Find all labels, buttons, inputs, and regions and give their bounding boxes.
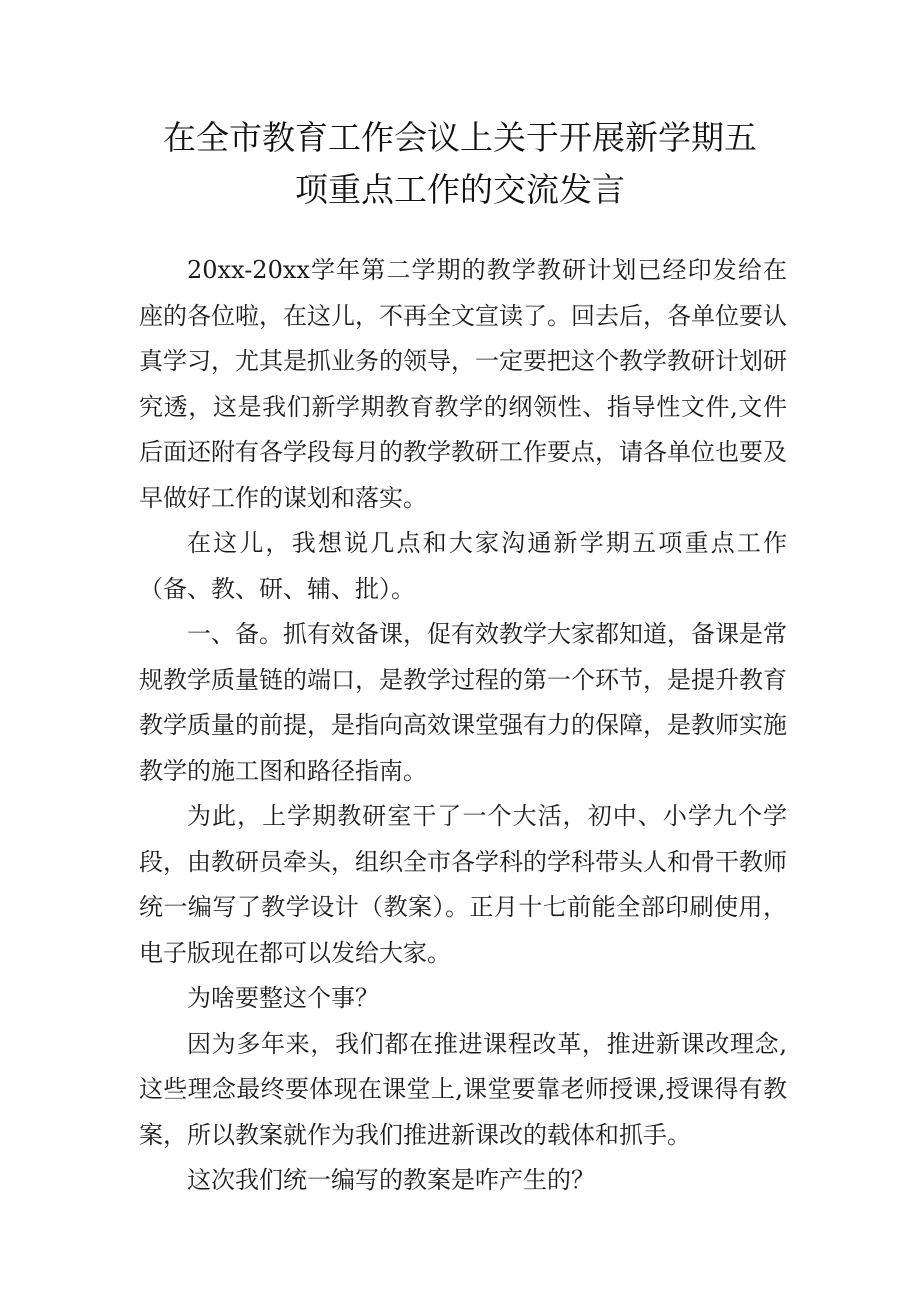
document-title-line-2: 项重点工作的交流发言 <box>295 170 625 209</box>
document-title <box>0 112 920 216</box>
document-body <box>139 248 787 1204</box>
paragraph: 在这儿，我想说几点和大家沟通新学期五项重点工作（备、教、研、辅、批）。 <box>139 529 787 603</box>
document-title-line-1: 在全市教育工作会议上关于开展新学期五 <box>163 118 757 157</box>
paragraph: 20xx-20xx学年第二学期的教学教研计划已经印发给在座的各位啦，在这儿，不再全文宣读了。回去后，各单位要认真学习，尤其是抓业务的领导，一定要把这个教学教研计划研究透，这是我们新学期教育教学的纲领性、指导性文件,文件后面还附有各学段每月的教学教研工作要点，请各单位也要及早做好工作的谋划和落实。 <box>139 256 787 512</box>
paragraph: 因为多年来，我们都在推进课程改革，推进新课改理念,这些理念最终要体现在课堂上,课堂要靠老师授课,授课得有教案，所以教案就作为我们推进新课改的载体和抓手。 <box>139 1029 787 1149</box>
paragraph: 为此，上学期教研室干了一个大活，初中、小学九个学段，由教研员牵头，组织全市各学科的学科带头人和骨干教师统一编写了教学设计（教案）。正月十七前能全部印刷使用，电子版现在都可以发给大家。 <box>139 802 787 967</box>
paragraph: 一、备。抓有效备课，促有效教学大家都知道，备课是常规教学质量链的端口，是教学过程的第一个环节，是提升教育教学质量的前提，是指向高效课堂强有力的保障，是教师实施教学的施工图和路径指南。 <box>139 620 787 785</box>
paragraph: 这次我们统一编写的教案是咋产生的？ <box>187 1166 595 1194</box>
paragraph: 为啥要整这个事？ <box>187 984 379 1012</box>
